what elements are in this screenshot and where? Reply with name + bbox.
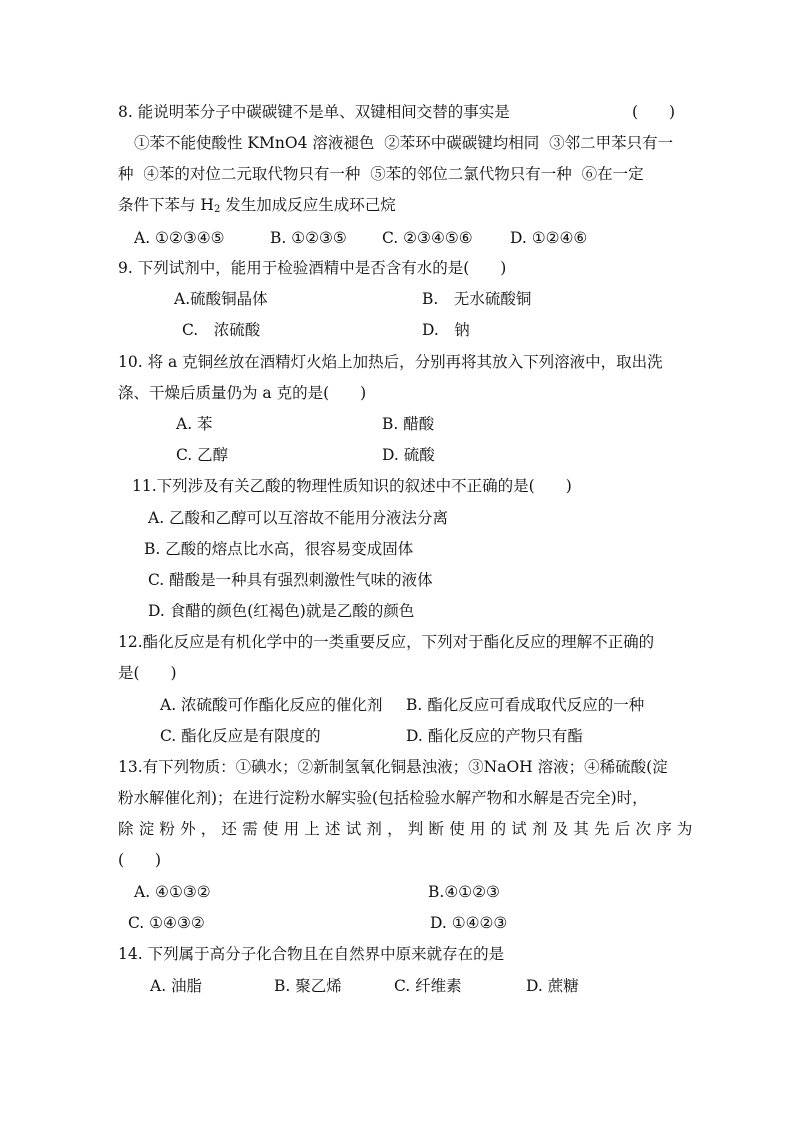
question-13-option-d: D. ①④②③ xyxy=(430,914,508,932)
question-9-option-c: C. 浓硫酸 xyxy=(182,321,261,339)
question-13-stem-line-2: 粉水解催化剂)；在进行淀粉水解实验(包括检验水解产物和水解是否完全)时， xyxy=(118,789,648,807)
question-10-option-c: C. 乙醇 xyxy=(176,446,229,464)
question-10-option-d: D. 硫酸 xyxy=(382,446,435,464)
question-13-stem-line-3: 除淀粉外，还需使用上述试剂，判断使用的试剂及其先后次序为 xyxy=(118,820,698,838)
question-8-statement-line-3: 条件下苯与 $H_2$ 发生加成反应生成环己烷 xyxy=(118,196,396,215)
question-8-answer-bracket: ( ) xyxy=(632,103,676,121)
question-8-option-b: B. ①②③⑤ xyxy=(270,229,347,247)
question-8-statement-line-2: 种 ④苯的对位二元取代物只有一种 ⑤苯的邻位二氯代物只有一种 ⑥在一定 xyxy=(118,165,644,183)
question-11-option-a: A. 乙酸和乙醇可以互溶故不能用分液法分离 xyxy=(148,509,449,527)
question-11-option-c: C. 醋酸是一种具有强烈刺激性气味的液体 xyxy=(148,571,433,589)
question-12-stem-line-1: 12.酯化反应是有机化学中的一类重要反应，下列对于酯化反应的理解不正确的 xyxy=(118,633,655,651)
question-8-option-c: C. ②③④⑤⑥ xyxy=(382,229,473,247)
question-14-option-a: A. 油脂 xyxy=(150,977,203,995)
question-13-option-c: C. ①④③② xyxy=(128,914,205,932)
question-8-stem: 8. 能说明苯分子中碳碳键不是单、双键相间交替的事实是 xyxy=(118,103,510,121)
question-13-stem-line-1: 13.有下列物质：①碘水；②新制氢氧化铜悬浊液；③NaOH 溶液；④稀硫酸(淀 xyxy=(118,758,668,776)
question-12-option-d: D. 酯化反应的产物只有酯 xyxy=(406,727,583,745)
question-8-statement-line-1: ①苯不能使酸性 KMnO4 溶液褪色 ②苯环中碳碳键均相同 ③邻二甲苯只有一 xyxy=(134,134,674,152)
question-14-option-d: D. 蔗糖 xyxy=(526,977,579,995)
question-12-option-a: A. 浓硫酸可作酯化反应的催化剂 xyxy=(160,696,383,714)
question-13-stem-line-4: ( ) xyxy=(118,851,162,869)
question-13-option-b: B.④①②③ xyxy=(428,883,500,901)
question-8-option-a: A. ①②③④⑤ xyxy=(134,229,225,247)
question-10-option-b: B. 醋酸 xyxy=(382,415,435,433)
question-9-option-a: A.硫酸铜晶体 xyxy=(174,290,268,308)
question-10-stem-line-2: 涤、干燥后质量仍为 a 克的是( ) xyxy=(118,384,367,402)
question-14-option-c: C. 纤维素 xyxy=(394,977,462,995)
question-11-option-b: B. 乙酸的熔点比水高，很容易变成固体 xyxy=(144,540,414,558)
question-9-stem: 9. 下列试剂中，能用于检验酒精中是否含有水的是( ) xyxy=(118,259,507,277)
question-14-option-b: B. 聚乙烯 xyxy=(274,977,342,995)
question-12-option-b: B. 酯化反应可看成取代反应的一种 xyxy=(406,696,645,714)
question-14-stem: 14. 下列属于高分子化合物且在自然界中原来就存在的是 xyxy=(118,945,505,963)
question-8-option-d: D. ①②④⑥ xyxy=(510,229,588,247)
question-10-option-a: A. 苯 xyxy=(176,415,213,433)
question-12-option-c: C. 酯化反应是有限度的 xyxy=(160,727,321,745)
question-12-stem-line-2: 是( ) xyxy=(118,664,177,682)
question-10-stem-line-1: 10. 将 a 克铜丝放在酒精灯火焰上加热后，分别再将其放入下列溶液中，取出洗 xyxy=(118,353,663,371)
question-9-option-b: B. 无水硫酸铜 xyxy=(422,290,532,308)
question-9-option-d: D. 钠 xyxy=(422,321,470,339)
question-13-option-a: A. ④①③② xyxy=(134,883,211,901)
question-11-option-d: D. 食醋的颜色(红褐色)就是乙酸的颜色 xyxy=(148,602,415,620)
question-11-stem: 11.下列涉及有关乙酸的物理性质知识的叙述中不正确的是( ) xyxy=(132,477,572,495)
